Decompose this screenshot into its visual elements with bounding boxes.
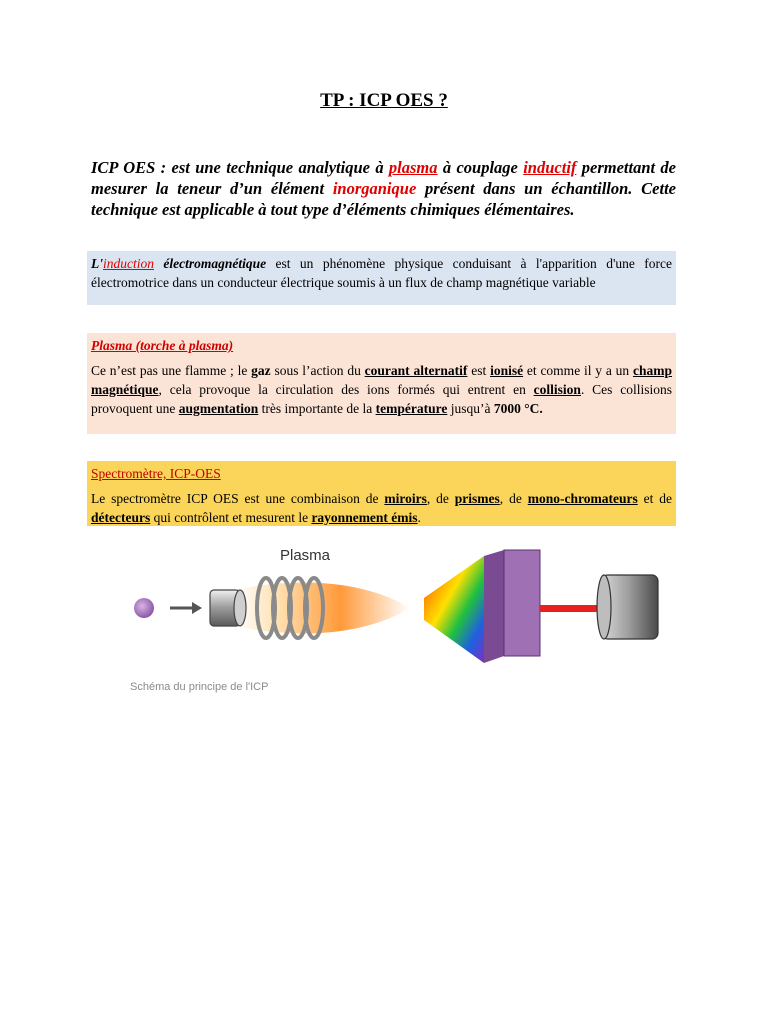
- intro-paragraph: [91, 157, 676, 220]
- spectrometer-section-title: Spectromètre, ICP-OES: [91, 466, 221, 481]
- induction-text: est un phénomène physique conduisant à l'apparition d'une force électromotrice dans un conducteur électrique soumis à un flux de champ magnétique variable: [91, 256, 673, 290]
- spectrometer-section-body: [91, 489, 672, 527]
- plasma-label: Plasma: [280, 547, 331, 564]
- nebulizer-tube-icon: [210, 590, 246, 626]
- keyword-detecteurs: détecteurs: [91, 510, 151, 525]
- spectro-text: .: [417, 510, 421, 525]
- keyword-inductif: inductif: [523, 158, 577, 177]
- spectro-text: qui contrôlent et mesurent le: [150, 510, 312, 525]
- spectro-text: , de: [426, 491, 455, 506]
- keyword-rayonnement: rayonnement émis: [311, 510, 418, 525]
- keyword-7000: 7000 °C.: [493, 401, 543, 416]
- intro-text: ICP OES : est une technique analytique à: [91, 158, 389, 177]
- detector-icon: [597, 575, 658, 639]
- plasma-text: et comme il y a un: [523, 363, 633, 378]
- light-dispersion-icon: [424, 556, 484, 663]
- keyword-collision: collision: [533, 382, 581, 397]
- plasma-text: sous l’action du: [270, 363, 365, 378]
- sample-droplet-icon: [134, 598, 154, 618]
- plasma-section-body: [91, 361, 672, 418]
- plasma-text: est: [467, 363, 491, 378]
- plasma-text: très importante de la: [258, 401, 376, 416]
- keyword-ionise: ionisé: [490, 363, 524, 378]
- spectro-text: et de: [637, 491, 672, 506]
- spectro-text: Le spectromètre ICP OES est une combinaison de: [91, 491, 385, 506]
- plasma-text: , cela provoque la circulation des ions formés qui entrent en: [158, 382, 534, 397]
- keyword-induction: induction: [103, 256, 154, 271]
- keyword-gaz: gaz: [251, 363, 271, 378]
- keyword-courant-alternatif: courant alternatif: [364, 363, 468, 378]
- keyword-augmentation: augmentation: [178, 401, 259, 416]
- keyword-plasma: plasma: [388, 158, 438, 177]
- plasma-text: jusqu’à: [447, 401, 494, 416]
- keyword-champ-magnetique: champ magnétique: [91, 363, 672, 397]
- plasma-section-title: Plasma (torche à plasma): [91, 338, 234, 353]
- plasma-text: . Ces collisions provoquent une: [91, 382, 672, 416]
- figure-caption: Schéma du principe de l'ICP: [130, 681, 269, 693]
- arrow-right-icon: [170, 602, 202, 614]
- intro-text: présent dans un échantillon. Cette technique est applicable à tout type d’éléments chimiques élémentaires.: [91, 179, 676, 219]
- keyword-prismes: prismes: [454, 491, 500, 506]
- keyword-monochromateurs: mono-chromateurs: [527, 491, 638, 506]
- page-title: TP : ICP OES ?: [320, 90, 448, 111]
- intro-text: à couplage: [437, 158, 524, 177]
- intro-text: permettant de mesurer la teneur d’un élément: [91, 158, 676, 198]
- keyword-electromagnetique: électromagnétique: [154, 256, 267, 271]
- prism-icon: [484, 550, 540, 663]
- plasma-text: Ce n’est pas une flamme ; le: [91, 363, 252, 378]
- plasma-section-box: [87, 333, 676, 434]
- spectro-text: , de: [499, 491, 528, 506]
- keyword-temperature: température: [375, 401, 448, 416]
- keyword-miroirs: miroirs: [384, 491, 427, 506]
- spectrometer-section-box: [87, 461, 676, 526]
- icp-principle-diagram: [120, 538, 680, 698]
- induction-prefix: L': [91, 256, 103, 271]
- keyword-inorganique: inorganique: [332, 179, 417, 198]
- induction-definition-box: [87, 251, 676, 305]
